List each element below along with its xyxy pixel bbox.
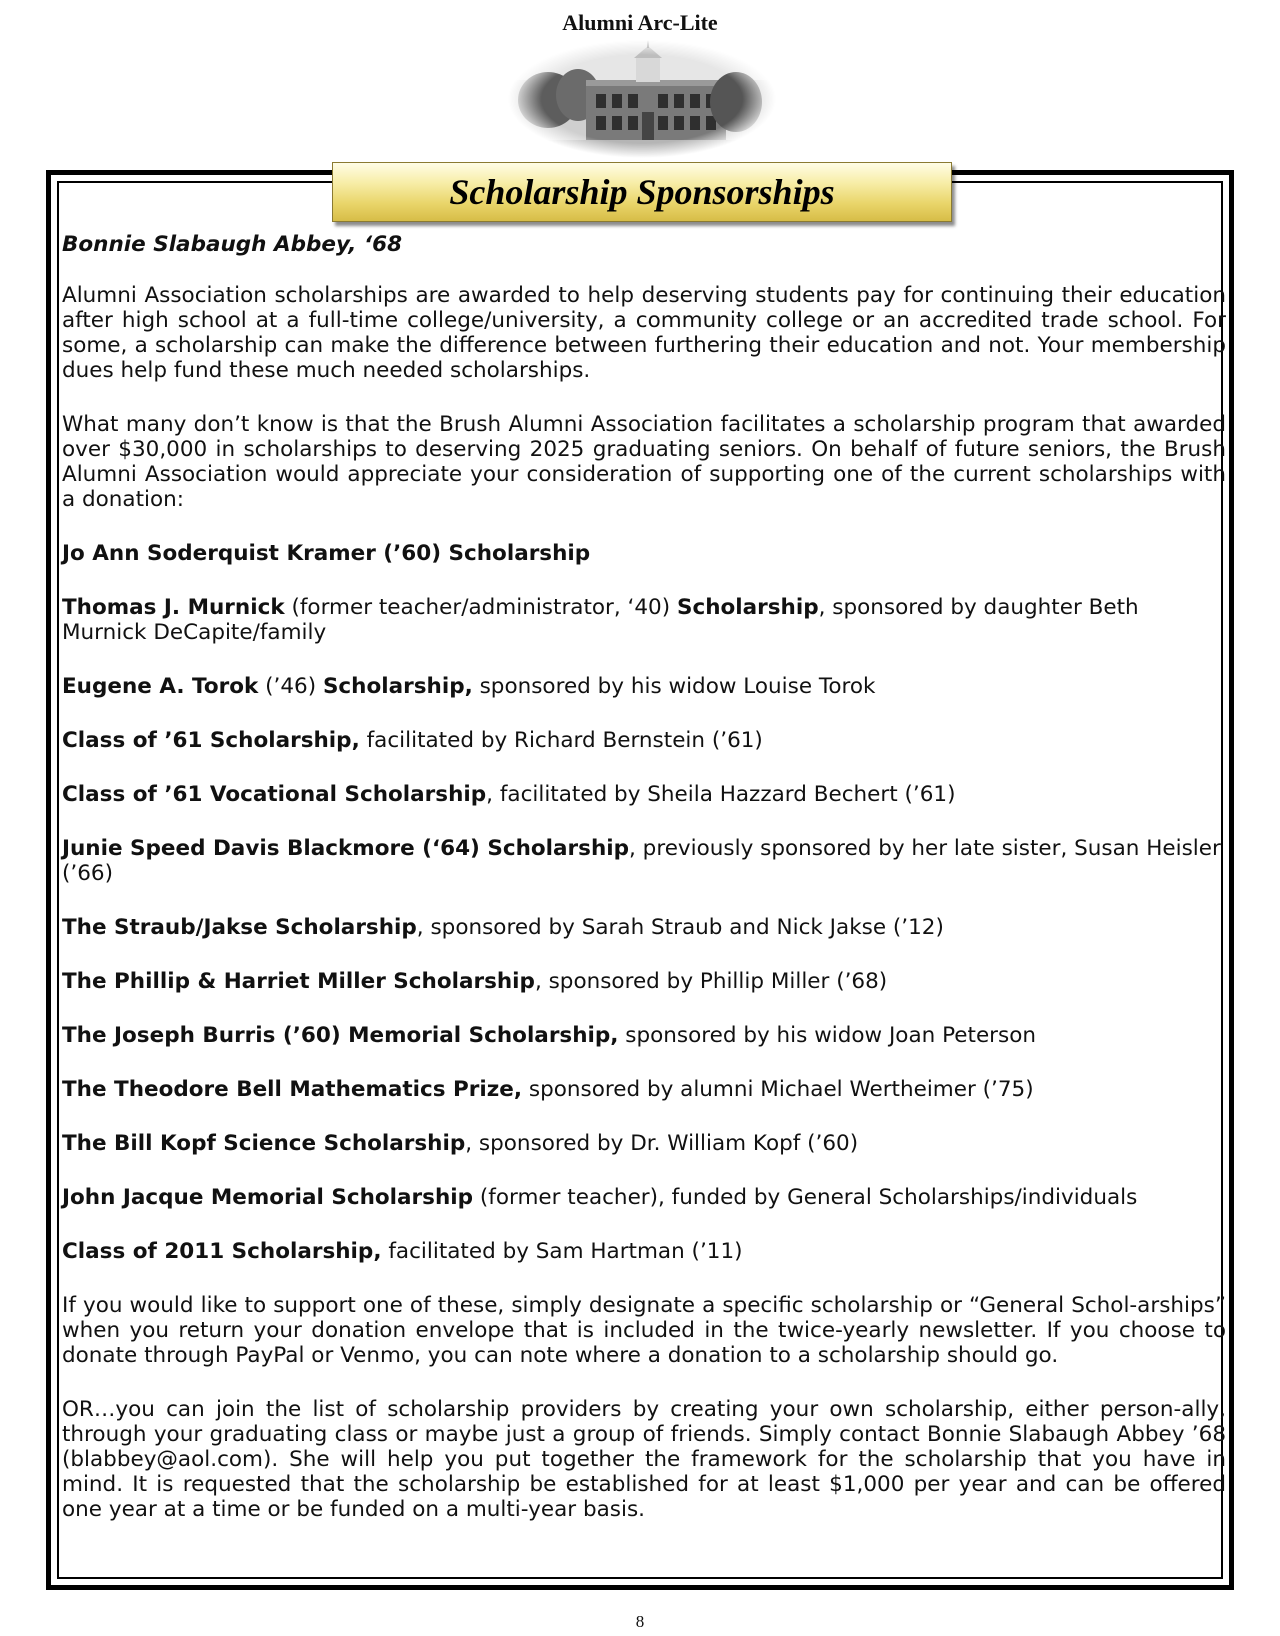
scholarship-name: Thomas J. Murnick bbox=[62, 595, 285, 620]
section-title: Scholarship Sponsorships bbox=[449, 172, 835, 212]
masthead-title: Alumni Arc-Lite bbox=[562, 10, 718, 35]
scholarship-name: Eugene A. Torok bbox=[62, 674, 259, 699]
scholarship-detail: sponsored by his widow Joan Peterson bbox=[618, 1023, 1037, 1048]
scholarship-item bbox=[62, 915, 1226, 940]
scholarship-name: Class of ’61 Vocational Scholarship bbox=[62, 782, 487, 807]
scholarship-list bbox=[62, 541, 1226, 1264]
scholarship-name: The Bill Kopf Science Scholarship bbox=[62, 1131, 466, 1156]
scholarship-item bbox=[62, 595, 1226, 645]
scholarship-item bbox=[62, 782, 1226, 807]
scholarship-item bbox=[62, 969, 1226, 994]
scholarship-item bbox=[62, 541, 1226, 566]
scholarship-detail: facilitated by Sam Hartman (’11) bbox=[381, 1239, 743, 1264]
scholarship-name: John Jacque Memorial Scholarship bbox=[62, 1185, 474, 1210]
scholarship-detail: , sponsored by Phillip Miller (’68) bbox=[534, 969, 888, 994]
scholarship-detail: (former teacher), funded by General Scholarships/individuals bbox=[473, 1185, 1138, 1210]
scholarship-name: Junie Speed Davis Blackmore (‘64) Scholarship bbox=[62, 836, 630, 861]
section-banner bbox=[332, 162, 952, 222]
scholarship-item bbox=[62, 1131, 1226, 1156]
scholarship-detail: (’46) bbox=[258, 674, 323, 699]
scholarship-detail: , sponsored by Dr. William Kopf (’60) bbox=[465, 1131, 859, 1156]
scholarship-detail: facilitated by Richard Bernstein (’61) bbox=[359, 728, 763, 753]
closing-paragraph: OR…you can join the list of scholarship providers by creating your own scholarship, either person-ally, through your graduating class or maybe just a group of friends. Simply contact Bonnie Slabaugh Abbey ’68 (blabbey@aol.com). She will help you put together the framework for the scholarship that you have in mind. It is requested that the scholarship be established for at least $1,000 per year and can be offered one year at a time or be funded on a multi-year basis. bbox=[62, 1397, 1226, 1522]
closing-paragraph: If you would like to support one of these, simply designate a specific scholarship or “General Schol-arships” when you return your donation envelope that is included in the twice-yearly newsletter. If you choose to donate through PayPal or Venmo, you can note where a donation to a scholarship should go. bbox=[62, 1293, 1226, 1368]
scholarship-detail: sponsored by his widow Louise Torok bbox=[472, 674, 876, 699]
scholarship-detail: , sponsored by Sarah Straub and Nick Jakse (’12) bbox=[416, 915, 944, 940]
scholarship-name: The Joseph Burris (’60) Memorial Scholarship, bbox=[62, 1023, 619, 1048]
scholarship-name: Scholarship, bbox=[322, 674, 473, 699]
article-content bbox=[62, 232, 1226, 1551]
scholarship-detail: (former teacher/administrator, ‘40) bbox=[284, 595, 677, 620]
scholarship-name: Scholarship bbox=[676, 595, 819, 620]
scholarship-name: The Theodore Bell Mathematics Prize, bbox=[62, 1077, 523, 1102]
scholarship-item bbox=[62, 728, 1226, 753]
scholarship-item bbox=[62, 1239, 1226, 1264]
scholarship-name: Jo Ann Soderquist Kramer (’60) Scholarship bbox=[62, 541, 591, 566]
scholarship-name: Class of ’61 Scholarship, bbox=[62, 728, 360, 753]
scholarship-detail: , facilitated by Sheila Hazzard Bechert (’61) bbox=[486, 782, 956, 807]
scholarship-detail: sponsored by alumni Michael Wertheimer (’75) bbox=[522, 1077, 1034, 1102]
scholarship-item bbox=[62, 1023, 1226, 1048]
article-author: Bonnie Slabaugh Abbey, ‘68 bbox=[62, 232, 403, 257]
school-building-photo bbox=[508, 40, 776, 158]
scholarship-item bbox=[62, 1077, 1226, 1102]
scholarship-name: The Phillip & Harriet Miller Scholarship bbox=[62, 969, 535, 994]
scholarship-name: The Straub/Jakse Scholarship bbox=[62, 915, 417, 940]
scholarship-detail: , previously sponsored by her late sister, Susan Heisler (’66) bbox=[62, 836, 1221, 886]
scholarship-item bbox=[62, 1185, 1226, 1210]
scholarship-name: Class of 2011 Scholarship, bbox=[62, 1239, 382, 1264]
scholarship-item bbox=[62, 674, 1226, 699]
scholarship-item bbox=[62, 836, 1226, 886]
intro-paragraph: Alumni Association scholarships are awarded to help deserving students pay for continuing their education after high school at a full-time college/university, a community college or an accredited trade school. For some, a scholarship can make the difference between furthering their education and not. Your membership dues help fund these much needed scholarships. bbox=[62, 283, 1226, 383]
scholarship-detail: , sponsored by daughter Beth Murnick DeCapite/family bbox=[62, 595, 1139, 645]
intro-paragraph: What many don’t know is that the Brush Alumni Association facilitates a scholarship program that awarded over $30,000 in scholarships to deserving 2025 graduating seniors. On behalf of future seniors, the Brush Alumni Association would appreciate your consideration of supporting one of the current scholarships with a donation: bbox=[62, 412, 1226, 512]
page-number: 8 bbox=[635, 1612, 645, 1631]
